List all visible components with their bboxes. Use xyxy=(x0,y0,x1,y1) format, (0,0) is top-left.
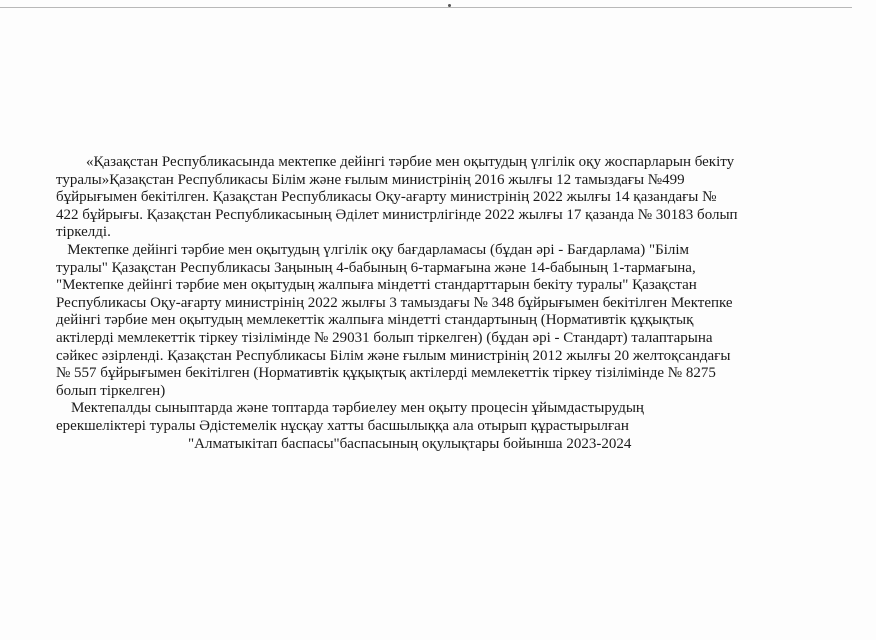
scan-speck xyxy=(448,4,451,7)
text-line: туралы" Қазақстан Республикасы Заңының 4-бабының 6-тармағына және 14-бабының 1-тармағына, xyxy=(56,259,696,276)
text-line: ерекшеліктері туралы Әдістемелік нұсқау хатты басшылыққа ала отырып құрастырылған xyxy=(56,417,629,434)
text-line: тіркелді. xyxy=(56,224,111,241)
text-line: № 557 бұйрығымен бекітілген (Нормативтік құқықтық актілерді мемлекеттік тіркеу тізілімінде № 8275 xyxy=(56,365,716,382)
text-line: "Мектепке дейінгі тәрбие мен оқытудың жалпыға міндетті стандарттарын бекіту туралы" Қазақстан xyxy=(56,277,697,294)
text-line: Мектепалды сыныптарда және топтарда тәрбиелеу мен оқыту процесін ұйымдастырудың xyxy=(56,400,644,417)
text-line: бұйрығымен бекітілген. Қазақстан Республикасы Оқу-ағарту министрінің 2022 жылғы 14 қазандағы № xyxy=(56,189,717,206)
publisher-line: "Алматыкітап баспасы"баспасының оқулықтары бойынша 2023-2024 xyxy=(188,435,632,452)
text-line: актілерді мемлекеттік тіркеу тізілімінде № 29031 болып тіркелген) (бұдан әрі - Стандарт) талаптарына xyxy=(56,329,713,346)
text-line: Мектепке дейінгі тәрбие мен оқытудың үлгілік оқу бағдарламасы (бұдан әрі - Бағдарлама) "Білім xyxy=(56,241,690,258)
text-line: 422 бұйрығы. Қазақстан Республикасының Әділет министрлігінде 2022 жылғы 17 қазанда № 30183 болып xyxy=(56,206,738,223)
text-line: сәйкес әзірленді. Қазақстан Республикасы Білім және ғылым министрінің 2012 жылғы 20 желтоқсандағы xyxy=(56,347,731,364)
text-line: Республикасы Оқу-ағарту министрінің 2022 жылғы 3 тамыздағы № 348 бұйрығымен бекітілген Мектепке xyxy=(56,294,733,311)
text-line: туралы»Қазақстан Республикасы Білім және ғылым министрінің 2016 жылғы 12 тамыздағы №499 xyxy=(56,171,685,188)
document-body xyxy=(56,154,816,453)
text-line: дейінгі тәрбие мен оқытудың мемлекеттік жалпыға міндетті стандартының (Нормативтік құқықтық xyxy=(56,312,694,329)
text-line: болып тіркелген) xyxy=(56,382,166,399)
scan-top-edge xyxy=(0,7,852,8)
text-line: «Қазақстан Республикасында мектепке дейінгі тәрбие мен оқытудың үлгілік оқу жоспарларын бекіту xyxy=(56,154,735,170)
